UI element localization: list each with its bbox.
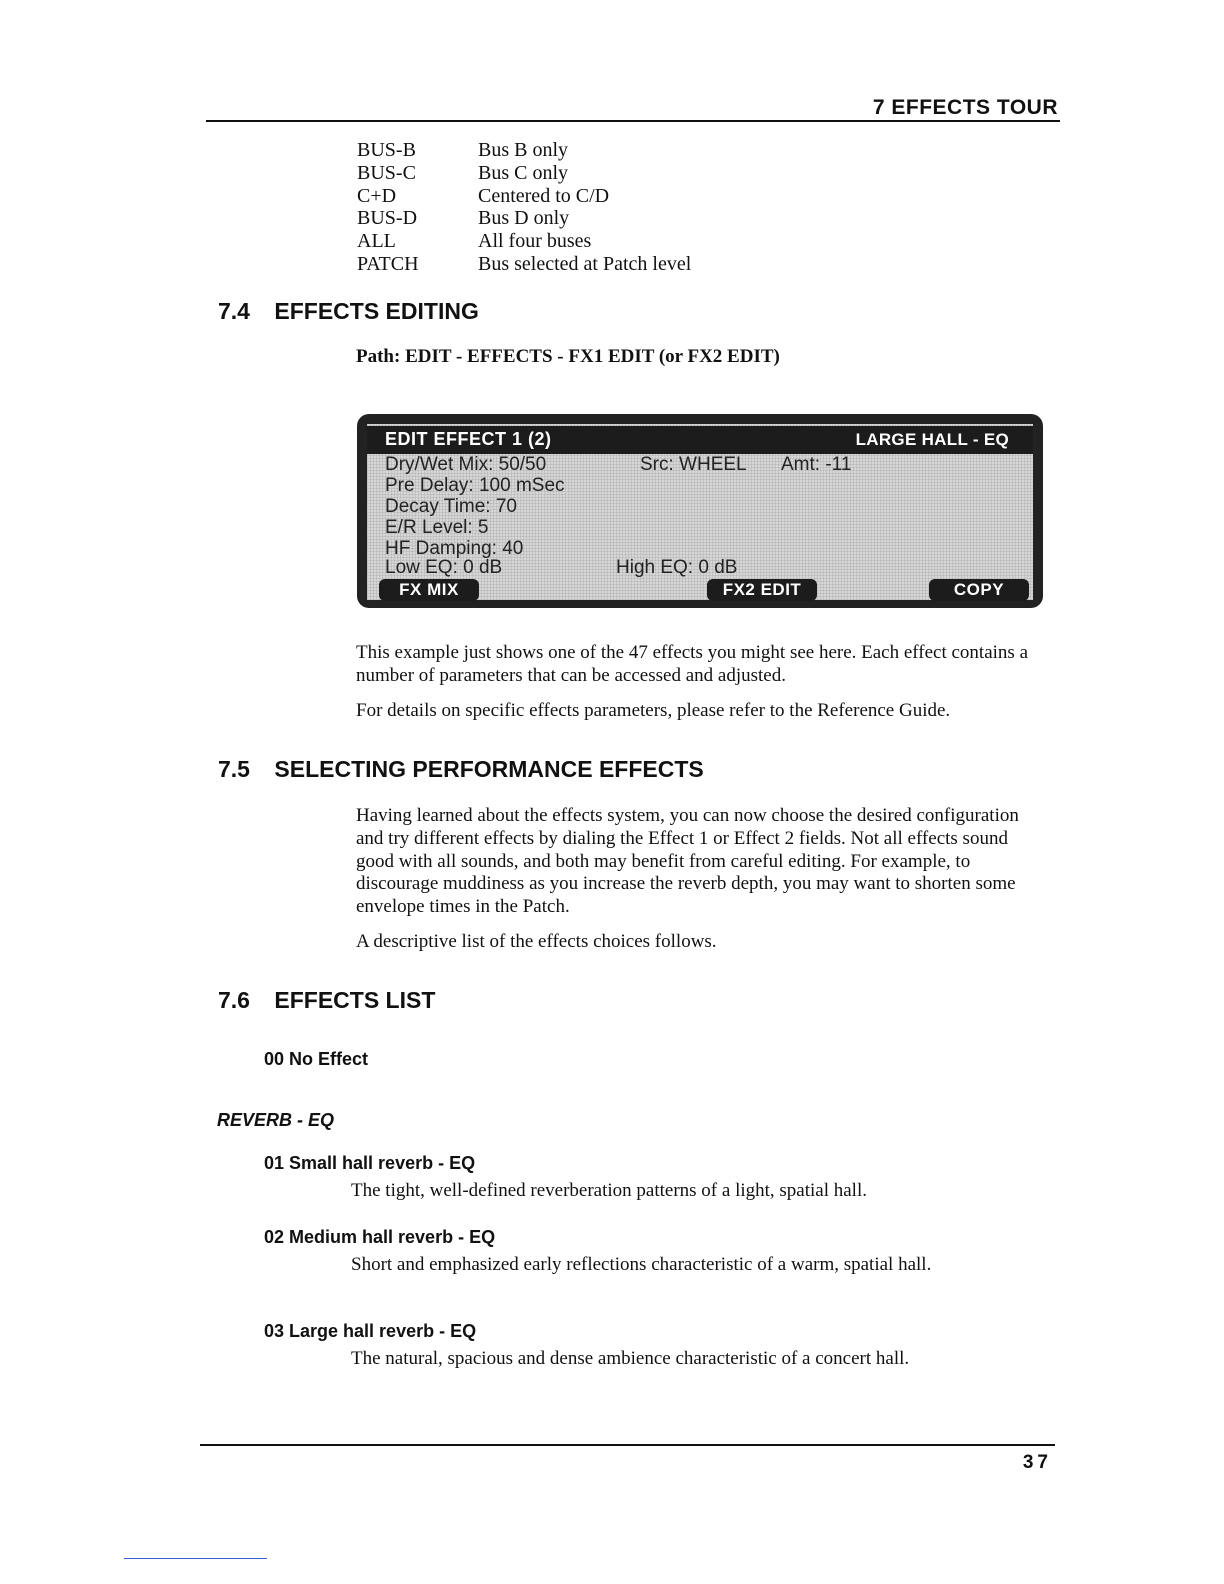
header-rule: [206, 120, 1060, 122]
bus-row: [357, 162, 691, 185]
fx2-edit-button[interactable]: FX2 EDIT: [707, 579, 817, 601]
lcd-titlebar: [367, 426, 1033, 454]
effect-entry-02-desc: Short and emphasized early reflections characteristic of a warm, spatial hall.: [351, 1254, 932, 1275]
bus-desc: Centered to C/D: [478, 184, 610, 207]
bus-row: [357, 185, 691, 208]
running-head: 7 EFFECTS TOUR: [872, 96, 1058, 119]
section-heading-7-4: [218, 298, 479, 325]
bus-row: [357, 230, 691, 253]
param-decay[interactable]: Decay Time: 70: [385, 496, 517, 517]
section-7-4-body: [356, 642, 1046, 722]
section-heading-7-5: [218, 756, 704, 783]
section-heading-7-6: [218, 987, 435, 1014]
page-number: 37: [1022, 1452, 1052, 1473]
bus-desc: All four buses: [478, 230, 592, 253]
param-low-eq[interactable]: Low EQ: 0 dB: [385, 557, 503, 578]
effect-entry-00: 00 No Effect: [264, 1049, 369, 1069]
effect-entry-01-title: 01 Small hall reverb - EQ: [264, 1153, 476, 1173]
paragraph: Having learned about the effects system, you can now choose the desired configuration and try different effects by dialing the Effect 1 or Effect 2 fields. Not all effects sound good with all sounds, and both may benefit from careful editing. For example, to discourage muddiness as you increase the reverb depth, you may want to shorten some envelope times in the Patch.: [356, 805, 1019, 918]
bus-row: [357, 139, 691, 162]
bus-desc: Bus D only: [478, 207, 570, 230]
effect-entry-01-desc: The tight, well-defined reverberation patterns of a light, spatial hall.: [351, 1180, 867, 1201]
param-predelay[interactable]: Pre Delay: 100 mSec: [385, 475, 565, 496]
bus-row: [357, 253, 691, 276]
bus-desc: Bus B only: [478, 139, 569, 161]
bus-code: BUS-D: [357, 207, 418, 230]
param-hf-damping[interactable]: HF Damping: 40: [385, 538, 524, 559]
paragraph: This example just shows one of the 47 effects you might see here. Each effect contains a number of parameters that can be accessed and adjusted.: [356, 642, 1029, 686]
paragraph: A descriptive list of the effects choices follows.: [356, 930, 717, 952]
bus-desc: Bus selected at Patch level: [478, 252, 692, 275]
param-src[interactable]: Src: WHEEL: [640, 454, 747, 475]
param-er-level[interactable]: E/R Level: 5: [385, 517, 489, 538]
fx-mix-button[interactable]: FX MIX: [379, 579, 479, 601]
section-title: EFFECTS LIST: [274, 987, 436, 1013]
effect-entry-03-desc: The natural, spacious and dense ambience characteristic of a concert hall.: [351, 1348, 910, 1369]
bus-code: ALL: [357, 230, 396, 253]
lcd-title: EDIT EFFECT 1 (2): [385, 429, 552, 449]
bus-table: [357, 139, 691, 276]
section-title: SELECTING PERFORMANCE EFFECTS: [274, 756, 704, 782]
section-7-5-body: [356, 805, 1046, 954]
effect-entry-02-title: 02 Medium hall reverb - EQ: [264, 1227, 496, 1247]
copy-button[interactable]: COPY: [929, 579, 1029, 601]
param-high-eq[interactable]: High EQ: 0 dB: [616, 557, 738, 578]
effect-group-heading: REVERB - EQ: [217, 1110, 335, 1130]
scan-artifact-line: [124, 1558, 267, 1559]
bus-code: C+D: [357, 184, 397, 207]
menu-path: Path: EDIT - EFFECTS - FX1 EDIT (or FX2 EDIT): [356, 346, 780, 367]
bus-desc: Bus C only: [478, 161, 569, 184]
bus-row: [357, 207, 691, 230]
footer-rule: [200, 1444, 1055, 1446]
lcd-screen: [357, 414, 1043, 608]
bus-code: PATCH: [357, 252, 419, 275]
lcd-effect-name: LARGE HALL - EQ: [855, 430, 1009, 449]
param-amt[interactable]: Amt: -11: [781, 454, 852, 475]
section-number: 7.6: [218, 987, 250, 1013]
section-number: 7.5: [218, 756, 250, 782]
param-drywet[interactable]: Dry/Wet Mix: 50/50: [385, 454, 547, 475]
effect-entry-03-title: 03 Large hall reverb - EQ: [264, 1321, 477, 1341]
section-number: 7.4: [218, 298, 250, 324]
bus-code: BUS-B: [357, 139, 416, 161]
bus-code: BUS-C: [357, 161, 416, 184]
paragraph: For details on specific effects parameters, please refer to the Reference Guide.: [356, 699, 951, 721]
section-title: EFFECTS EDITING: [274, 298, 479, 324]
